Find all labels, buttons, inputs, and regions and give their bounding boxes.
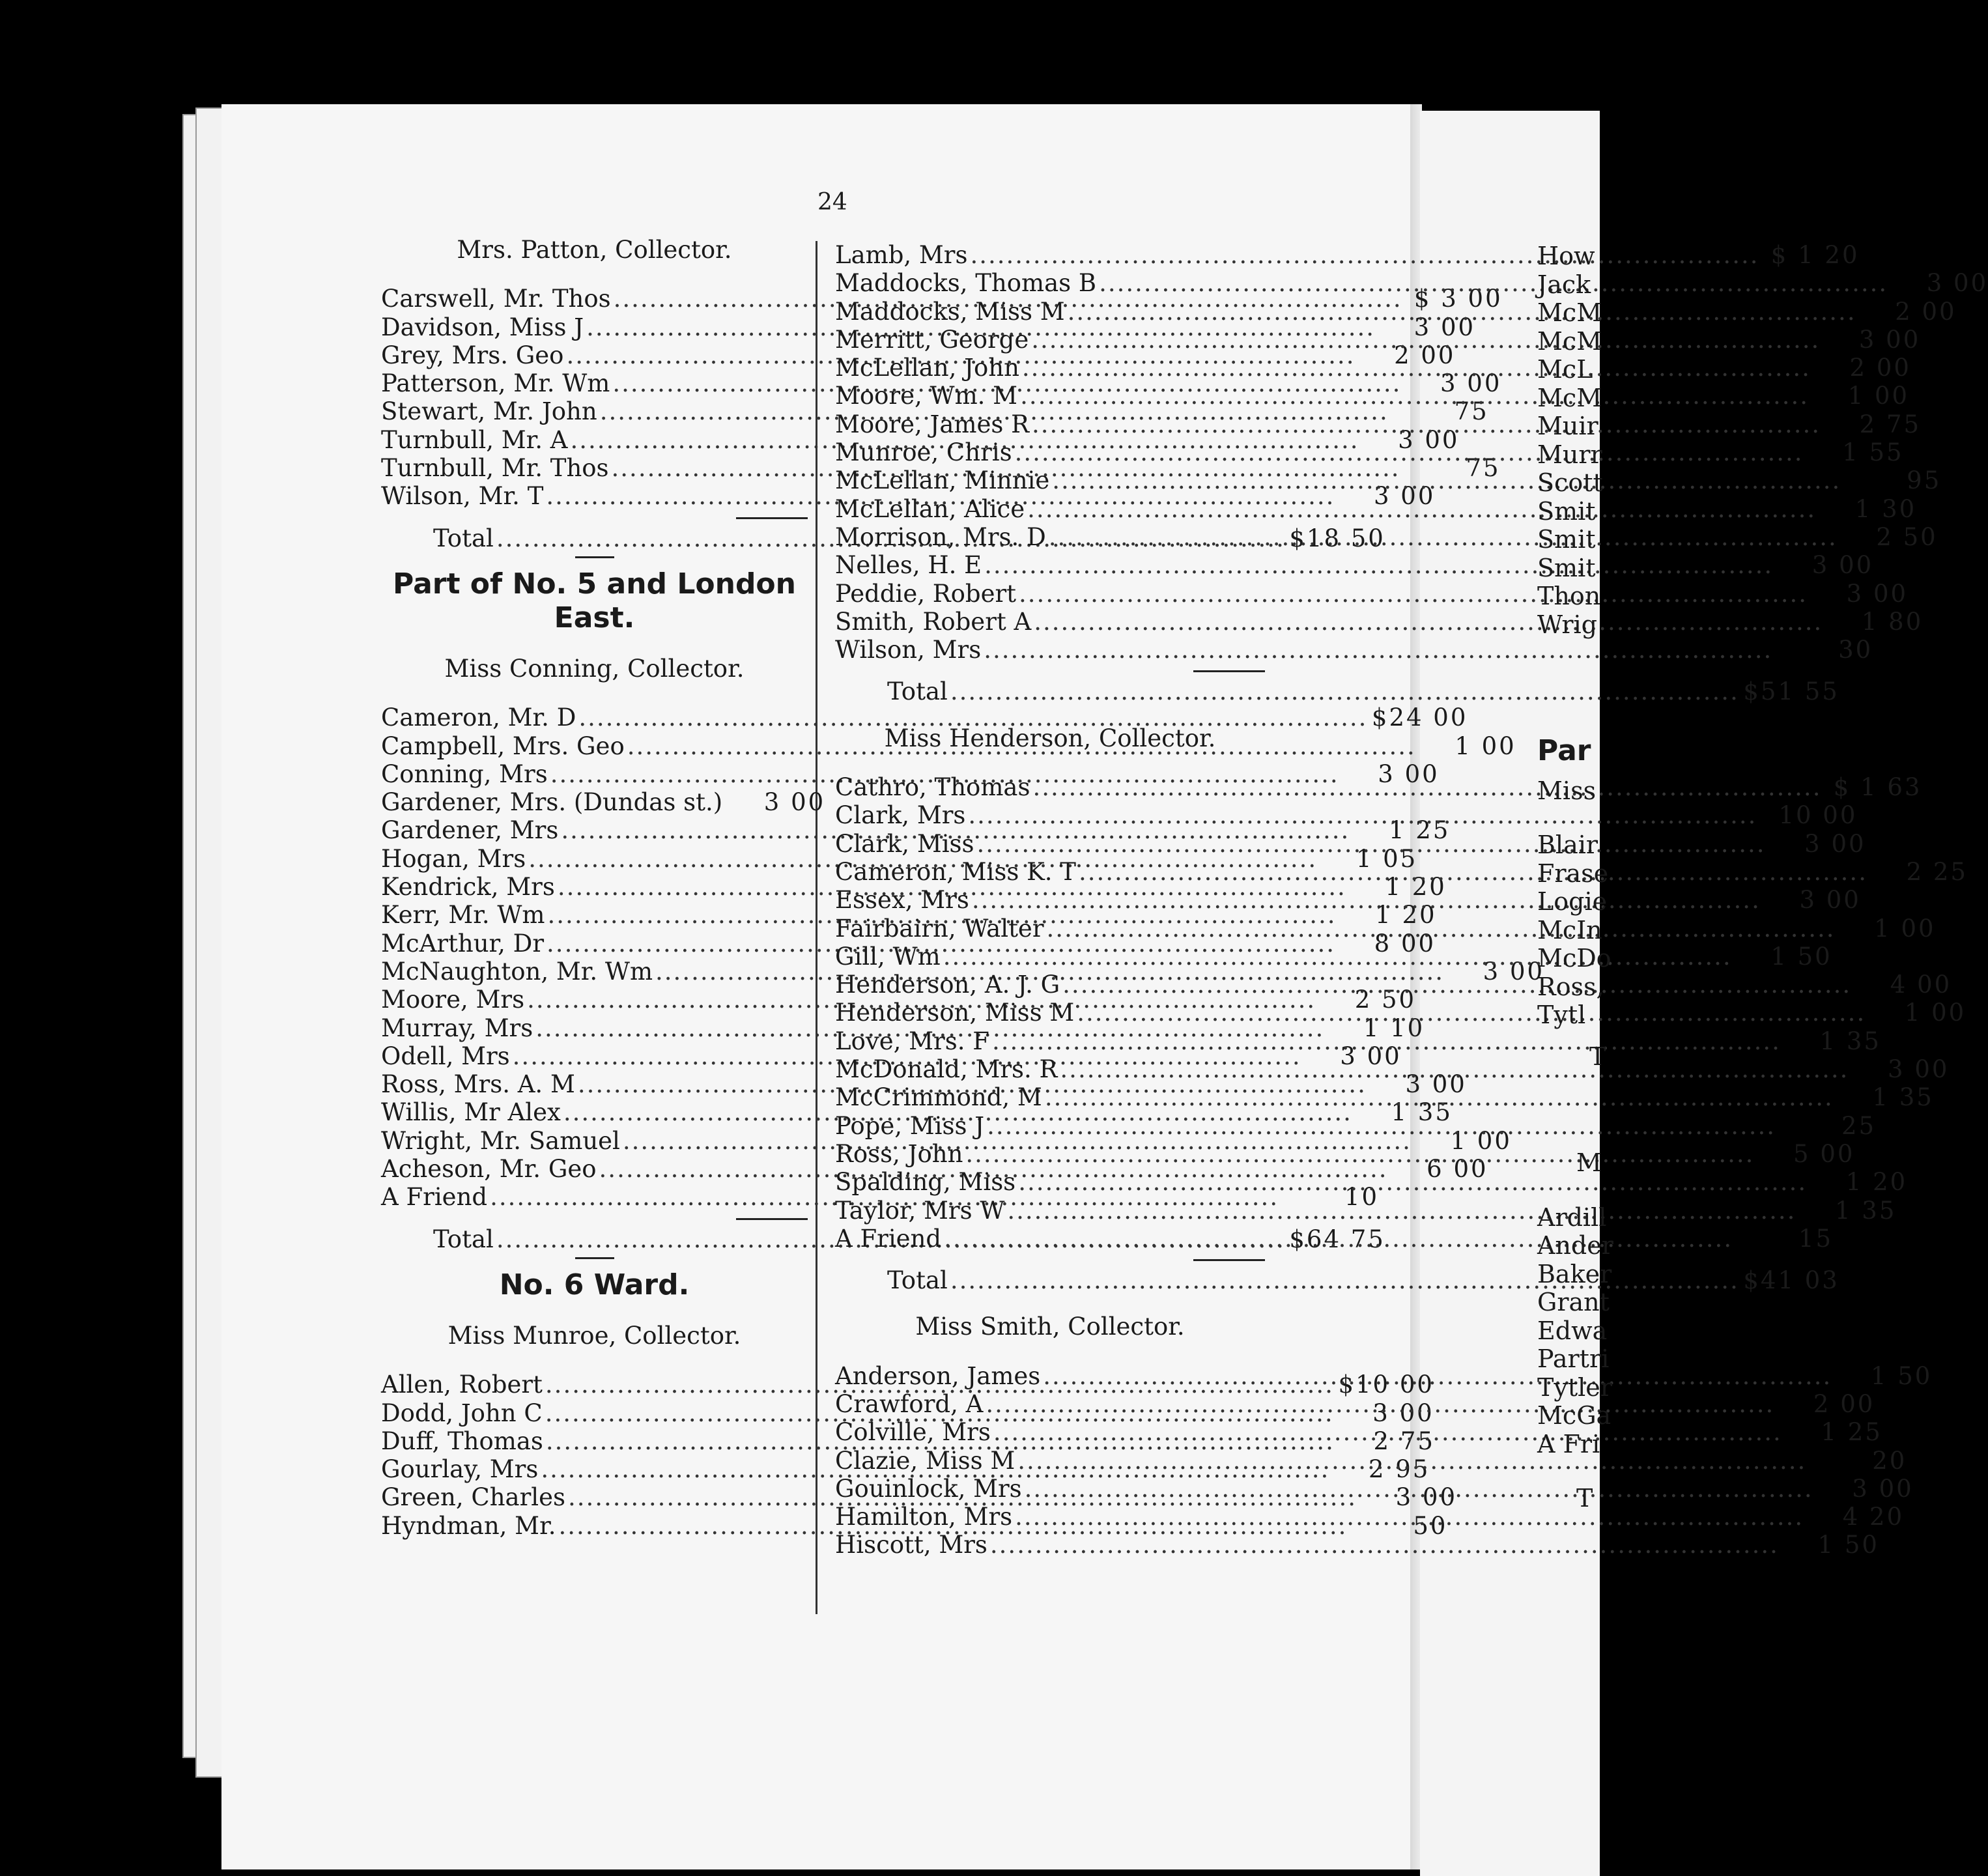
contributor-name: Wright, Mr. Samuel — [381, 1126, 620, 1155]
contribution-amount: 2 00 — [1394, 341, 1456, 369]
contributor-name: Cathro, Thomas — [835, 773, 1030, 802]
contributor-name: Turnbull, Mr. A — [381, 425, 568, 454]
text-fragment: Tytler — [1537, 1372, 1612, 1402]
contribution-amount: 3 00 — [1811, 551, 1874, 580]
total-amount: $64 75 — [1289, 1225, 1385, 1253]
text-fragment: McM — [1537, 298, 1602, 327]
contribution-amount: 1 00 — [1450, 1126, 1512, 1155]
contributor-name: Hiscott, Mrs — [835, 1531, 987, 1559]
collector-fragment: M — [1576, 1148, 1602, 1177]
contributor-name: Moore, Mrs — [381, 986, 525, 1014]
text-fragment: Scott — [1537, 468, 1603, 497]
contributor-name: McLellan, Minnie — [835, 466, 1050, 495]
text-fragment: McIn — [1537, 915, 1602, 945]
contributor-name: Willis, Mr Alex — [381, 1098, 561, 1127]
contribution-amount: 1 30 — [1854, 494, 1917, 523]
contribution-amount: 3 00 — [763, 788, 826, 817]
contributor-name: Campbell, Mrs. Geo — [381, 732, 625, 760]
contributor-name: Murray, Mrs — [381, 1014, 533, 1042]
contributor-name: Crawford, A — [835, 1389, 984, 1418]
contribution-amount: 15 — [1798, 1224, 1834, 1253]
total-fragment: T — [1589, 1042, 1606, 1071]
contribution-amount: 2 00 — [1849, 354, 1911, 382]
contribution-amount: 4 20 — [1842, 1503, 1905, 1531]
section-heading-fragment: Par — [1537, 734, 1591, 767]
list-item — [835, 636, 1873, 664]
list-item — [381, 704, 1468, 732]
total-rule — [1193, 1259, 1265, 1261]
contributor-name: Smith, Robert A — [835, 607, 1032, 636]
text-fragment: Ardill — [1537, 1202, 1607, 1232]
contributor-name: Gill, Wm — [835, 942, 941, 971]
collector-name: Miss Conning, Collector. — [444, 654, 745, 683]
collector-name: Miss Munroe, Collector. — [447, 1321, 741, 1350]
contribution-amount: 3 00 — [1804, 829, 1866, 858]
contribution-amount: 75 — [1454, 397, 1489, 426]
text-fragment: Blair — [1537, 831, 1598, 859]
contributor-name: Taylor, Mrs W — [835, 1196, 1005, 1225]
list-item — [835, 801, 1858, 830]
contribution-amount: 2 75 — [1859, 410, 1922, 438]
text-fragment: Tytl — [1537, 1001, 1586, 1029]
contributor-name: Wilson, Mr. T — [381, 482, 544, 511]
contribution-amount: 2 25 — [1906, 857, 1968, 886]
total-row — [835, 677, 1839, 706]
contributor-name: Conning, Mrs — [381, 760, 548, 788]
contributor-name: Maddocks, Thomas B — [835, 269, 1097, 298]
text-fragment: Smit — [1537, 553, 1596, 582]
contributor-name: Gardener, Mrs. (Dundas st.) — [381, 788, 723, 817]
contributor-name: Duff, Thomas — [381, 1427, 543, 1455]
contributor-name: Hyndman, Mr. — [381, 1511, 556, 1540]
contributor-name: Hamilton, Mrs — [835, 1503, 1013, 1531]
contributor-name: Ross, Mrs. A. M — [381, 1070, 575, 1099]
fragment-list — [1537, 831, 1612, 1030]
text-fragment: Muir — [1537, 412, 1598, 440]
contributor-name: A Friend — [835, 1224, 942, 1253]
contribution-amount: $ 1 63 — [1833, 773, 1922, 802]
contributor-name: Spalding, Miss — [835, 1168, 1016, 1197]
contributor-name: Acheson, Mr. Geo — [381, 1155, 597, 1184]
list-item — [835, 354, 1911, 382]
text-fragment: Ross, — [1537, 972, 1604, 1001]
contributor-name: Patterson, Mr. Wm — [381, 369, 610, 398]
contributor-name: Maddocks, Miss M — [835, 297, 1065, 326]
text-fragment: A Fri — [1537, 1429, 1600, 1458]
collector-name: Miss Smith, Collector. — [915, 1313, 1185, 1341]
contribution-amount: 10 00 — [1778, 801, 1858, 830]
text-fragment: Partri — [1537, 1344, 1610, 1373]
contribution-amount: 1 35 — [1819, 1027, 1881, 1055]
total-label: Total — [433, 524, 494, 552]
contribution-amount: 3 00 — [1926, 269, 1988, 298]
contribution-amount: 6 00 — [1427, 1155, 1488, 1184]
contribution-amount: 1 00 — [1847, 382, 1910, 410]
contribution-amount: 2 00 — [1895, 297, 1957, 326]
contribution-amount: 8 00 — [1374, 929, 1436, 958]
contributor-name: Lamb, Mrs — [835, 241, 968, 269]
contributor-name: A Friend — [381, 1183, 488, 1212]
contribution-amount: 3 00 — [1395, 1483, 1457, 1512]
text-fragment: Frase — [1537, 859, 1609, 888]
contributor-name: Hogan, Mrs — [381, 844, 526, 873]
contributor-name: Carswell, Mr. Thos — [381, 285, 611, 313]
contribution-amount: $ 3 00 — [1413, 285, 1503, 313]
contributor-name: Clark, Miss — [835, 829, 974, 858]
text-fragment: McM — [1537, 383, 1602, 412]
contribution-amount: 1 80 — [1861, 607, 1924, 636]
text-fragment: Logie — [1537, 887, 1608, 916]
contributor-name: Dodd, John C — [381, 1399, 543, 1427]
text-fragment: Smit — [1537, 525, 1596, 554]
contributor-name: Stewart, Mr. John — [381, 397, 597, 426]
contributor-name: Fairbairn, Walter — [835, 914, 1044, 943]
contributor-name: Odell, Mrs — [381, 1042, 510, 1070]
contributor-name: Anderson, James — [835, 1361, 1041, 1390]
contributor-name: Cameron, Mr. D — [381, 704, 576, 732]
total-amount: $51 55 — [1743, 677, 1839, 706]
contribution-amount: 1 20 — [1385, 873, 1447, 902]
contribution-amount: 3 00 — [1799, 886, 1861, 915]
contribution-amount: 1 05 — [1356, 844, 1418, 873]
contributor-name: Gardener, Mrs — [381, 816, 559, 845]
right-page-text — [1537, 242, 1613, 1513]
total-rule — [736, 1218, 808, 1220]
text-fragment: Thon — [1537, 582, 1601, 610]
collector-fragment: Miss — [1537, 776, 1597, 805]
contributor-name: Kerr, Mr. Wm — [381, 901, 545, 930]
contribution-amount: 2 50 — [1876, 522, 1938, 551]
contribution-amount: 30 — [1838, 636, 1873, 664]
section-heading: No. 6 Ward. — [499, 1268, 690, 1301]
section-divider — [575, 1257, 614, 1259]
contributor-name: Cameron, Miss K. T — [835, 857, 1076, 886]
text-fragment: Wrig — [1537, 610, 1597, 639]
contribution-amount: 75 — [1466, 454, 1501, 483]
total-rule — [736, 517, 808, 519]
text-fragment: Murr — [1537, 440, 1602, 469]
text-fragment: McDo — [1537, 944, 1612, 973]
contribution-amount: 1 55 — [1842, 438, 1904, 467]
contribution-amount: 3 00 — [1372, 1399, 1434, 1427]
contributor-name: Green, Charles — [381, 1483, 565, 1512]
page-number: 24 — [817, 189, 847, 216]
contribution-amount: 3 00 — [1888, 1055, 1950, 1084]
contributor-name: Allen, Robert — [381, 1371, 543, 1399]
contribution-amount: 3 00 — [1398, 425, 1460, 454]
contribution-amount: 1 50 — [1870, 1361, 1933, 1390]
fragment-list — [1537, 242, 1603, 639]
contribution-amount: $10 00 — [1338, 1371, 1434, 1399]
section-heading: Part of No. 5 and London East. — [393, 567, 796, 634]
contribution-amount: 1 25 — [1821, 1418, 1882, 1447]
contributor-name: McNaughton, Mr. Wm — [381, 957, 653, 986]
text-fragment: McGa — [1537, 1401, 1612, 1430]
contribution-amount: 1 35 — [1391, 1098, 1453, 1127]
text-fragment: How — [1537, 242, 1595, 270]
text-fragment: Edwa — [1537, 1316, 1608, 1345]
contribution-amount: 1 10 — [1363, 1014, 1425, 1042]
contributor-name: Love, Mrs. F — [835, 1027, 989, 1055]
text-fragment: McL — [1537, 355, 1593, 384]
contributor-name: Wilson, Mrs — [835, 636, 982, 664]
section-divider — [575, 556, 614, 558]
contributor-name: McLellan, Alice — [835, 494, 1025, 523]
contribution-amount: 3 00 — [1852, 1474, 1914, 1503]
contributor-name: Munroe, Chris — [835, 438, 1012, 467]
contribution-amount: 95 — [1907, 466, 1942, 495]
contribution-amount: 2 95 — [1368, 1455, 1430, 1484]
text-fragment: Grant — [1537, 1288, 1610, 1316]
contributor-name: Moore, James R — [835, 410, 1030, 438]
total-amount: $18 50 — [1289, 524, 1385, 552]
contributor-name: McLellan, John — [835, 354, 1019, 382]
contribution-amount: 4 00 — [1890, 971, 1952, 999]
contributor-name: Pope, Miss J — [835, 1111, 985, 1140]
contribution-amount: 3 00 — [1378, 760, 1440, 788]
list-item — [381, 788, 826, 817]
contribution-amount: 1 00 — [1455, 732, 1516, 760]
total-fragment: T — [1576, 1484, 1593, 1513]
contributor-name: Nelles, H. E — [835, 551, 982, 580]
contributor-name: McDonald, Mrs. R — [835, 1055, 1058, 1084]
list-item — [835, 1474, 1914, 1503]
contribution-amount: 1 00 — [1874, 914, 1936, 943]
contributor-name: Clazie, Miss M — [835, 1446, 1015, 1475]
contributor-name: Gouinlock, Mrs — [835, 1474, 1022, 1503]
contributor-name: Turnbull, Mr. Thos — [381, 454, 609, 483]
text-fragment: Smit — [1537, 496, 1596, 526]
text-fragment: McM — [1537, 326, 1602, 356]
contribution-amount: 1 20 — [1845, 1168, 1908, 1197]
contributor-name: Ross, John — [835, 1139, 963, 1168]
contribution-amount: 3 00 — [1483, 957, 1545, 986]
contribution-amount: 1 50 — [1817, 1531, 1879, 1559]
total-rule — [1193, 670, 1265, 672]
contribution-amount: 25 — [1841, 1111, 1877, 1140]
contributor-name: Moore, Wm. M — [835, 382, 1018, 410]
contribution-amount: 1 35 — [1834, 1196, 1897, 1225]
contributor-name: McCrimmond, M — [835, 1083, 1042, 1112]
contributor-name: Gourlay, Mrs — [381, 1455, 539, 1484]
contributor-name: Henderson, A. J. G — [835, 971, 1060, 999]
total-label: Total — [887, 677, 948, 706]
contribution-amount: 2 75 — [1373, 1427, 1435, 1455]
contribution-amount: 1 20 — [1375, 901, 1437, 930]
contribution-amount: 20 — [1872, 1446, 1907, 1475]
contributor-name: McArthur, Dr — [381, 929, 545, 958]
contributor-name: Essex, Mrs — [835, 886, 969, 915]
contribution-amount: $24 00 — [1371, 704, 1468, 732]
contribution-amount: 1 50 — [1770, 942, 1832, 971]
contributor-name: Clark, Mrs — [835, 801, 966, 830]
contribution-amount: 50 — [1413, 1511, 1448, 1540]
contributor-name: Colville, Mrs — [835, 1418, 991, 1447]
contribution-amount: 1 25 — [1388, 816, 1451, 845]
text-fragment: Jack — [1537, 270, 1591, 299]
contributor-name: Merritt, George — [835, 325, 1029, 354]
contributor-name: Morrison, Mrs. D — [835, 522, 1046, 551]
contributor-name: Peddie, Robert — [835, 579, 1017, 608]
contribution-amount: 3 00 — [1340, 1042, 1402, 1070]
contributor-name: Kendrick, Mrs — [381, 873, 555, 902]
contribution-amount: 2 50 — [1354, 986, 1417, 1014]
list-item — [835, 1531, 1879, 1559]
total-label: Total — [433, 1225, 494, 1253]
contribution-amount: 3 00 — [1413, 313, 1476, 341]
collector-name: Miss Henderson, Collector. — [884, 724, 1216, 752]
contributor-name: Grey, Mrs. Geo — [381, 341, 564, 369]
contribution-amount: 2 00 — [1813, 1389, 1875, 1418]
contribution-amount: 3 00 — [1405, 1070, 1467, 1099]
total-amount: $41 03 — [1743, 1266, 1839, 1295]
collector-name: Mrs. Patton, Collector. — [457, 236, 732, 264]
contributor-name: Davidson, Miss J — [381, 313, 584, 341]
contribution-amount: 1 00 — [1904, 999, 1967, 1027]
contribution-amount: 1 35 — [1872, 1083, 1934, 1112]
contribution-amount: $ 1 20 — [1770, 241, 1860, 269]
contribution-amount: 10 — [1344, 1183, 1380, 1212]
contribution-amount: 5 00 — [1793, 1139, 1855, 1168]
text-fragment: Ander — [1537, 1231, 1613, 1260]
text-fragment: Baker — [1537, 1259, 1612, 1288]
contributor-name: Henderson, Miss M — [835, 999, 1075, 1027]
contribution-amount: 3 00 — [1858, 325, 1921, 354]
contribution-amount: 3 00 — [1846, 579, 1909, 608]
total-label: Total — [887, 1266, 948, 1295]
fragment-list — [1537, 1202, 1613, 1459]
contribution-amount: 3 00 — [1373, 482, 1436, 511]
list-item — [835, 1055, 1950, 1084]
contribution-amount: 3 00 — [1440, 369, 1502, 398]
